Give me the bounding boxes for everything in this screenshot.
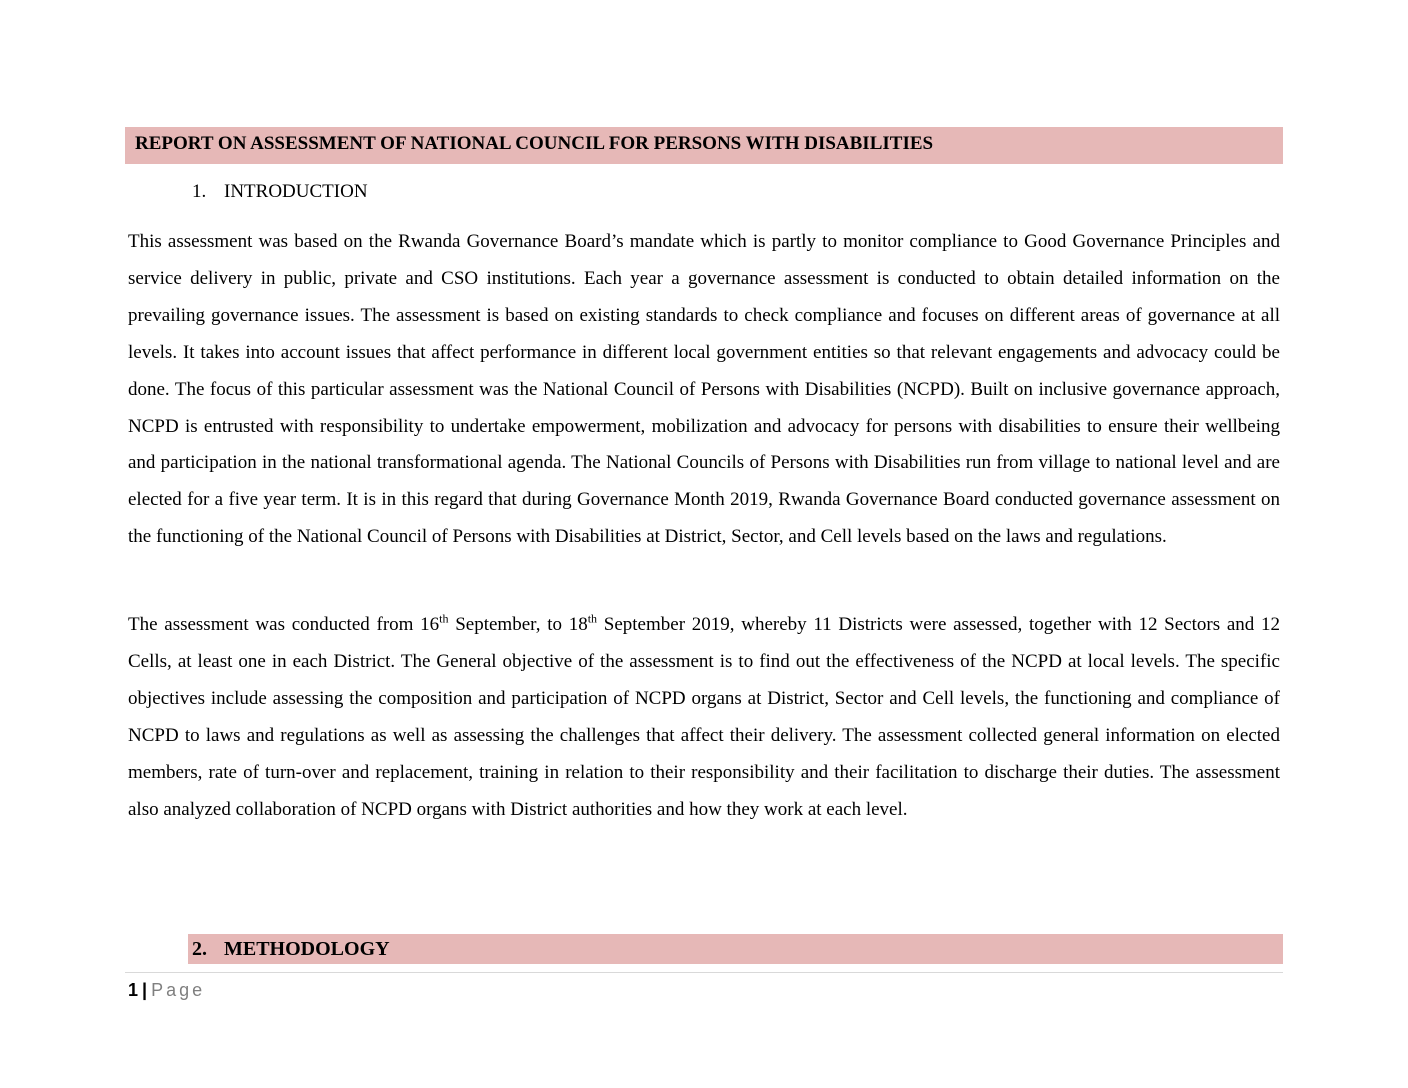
- methodology-heading: [192, 935, 390, 963]
- paragraph-text: The assessment was conducted from 16: [128, 614, 440, 635]
- report-title: REPORT ON ASSESSMENT OF NATIONAL COUNCIL FOR PERSONS WITH DISABILITIES: [135, 133, 934, 154]
- ordinal-suffix: th: [439, 611, 449, 626]
- page-label: Page: [151, 980, 206, 1000]
- section-title: METHODOLOGY: [224, 938, 390, 960]
- section-number: 1.: [192, 181, 207, 202]
- paragraph-text: September 2019, whereby 11 Districts were assessed, together with 12 Sectors and 12 Cells, at least one in each District. The General objective of the assessment is to find out the effectiveness of the NCPD at local levels. The specific objectives include assessing the composition and participation of NCPD organs at District, Sector and Cell levels, the functioning and compliance of NCPD to laws and regulations as well as assessing the challenges that affect their delivery. The assessment collected general information on elected members, rate of turn-over and replacement, training in relation to their responsibility and their facilitation to discharge their duties. The assessment also analyzed collaboration of NCPD organs with District authorities and how they work at each level.: [128, 614, 1280, 820]
- page-number: 1: [128, 980, 139, 1000]
- assessment-paragraph: [128, 607, 1280, 828]
- introduction-paragraph: This assessment was based on the Rwanda Governance Board’s mandate which is partly to monitor compliance to Good Governance Principles and service delivery in public, private and CSO institutions. Each year a governance assessment is conducted to obtain detailed information on the prevailing governance issues. The assessment is based on existing standards to check compliance and focuses on different areas of governance at all levels. It takes into account issues that affect performance in different local government entities so that relevant engagements and advocacy could be done. The focus of this particular assessment was the National Council of Persons with Disabilities (NCPD). Built on inclusive governance approach, NCPD is entrusted with responsibility to undertake empowerment, mobilization and advocacy for persons with disabilities to ensure their wellbeing and participation in the national transformational agenda. The National Councils of Persons with Disabilities run from village to national level and are elected for a five year term. It is in this regard that during Governance Month 2019, Rwanda Governance Board conducted governance assessment on the functioning of the National Council of Persons with Disabilities at District, Sector, and Cell levels based on the laws and regulations.: [128, 231, 1280, 548]
- section-heading-methodology: [188, 934, 1283, 964]
- report-title-band: [125, 127, 1283, 164]
- section-number: 2.: [192, 938, 207, 960]
- page-footer: [128, 977, 205, 1003]
- section-title: INTRODUCTION: [224, 181, 368, 202]
- footer-separator: |: [142, 980, 148, 1000]
- footer-divider: [125, 972, 1283, 973]
- paragraph-text: September, to 18: [448, 614, 588, 635]
- ordinal-suffix: th: [587, 611, 598, 626]
- section-heading-introduction: [192, 178, 368, 206]
